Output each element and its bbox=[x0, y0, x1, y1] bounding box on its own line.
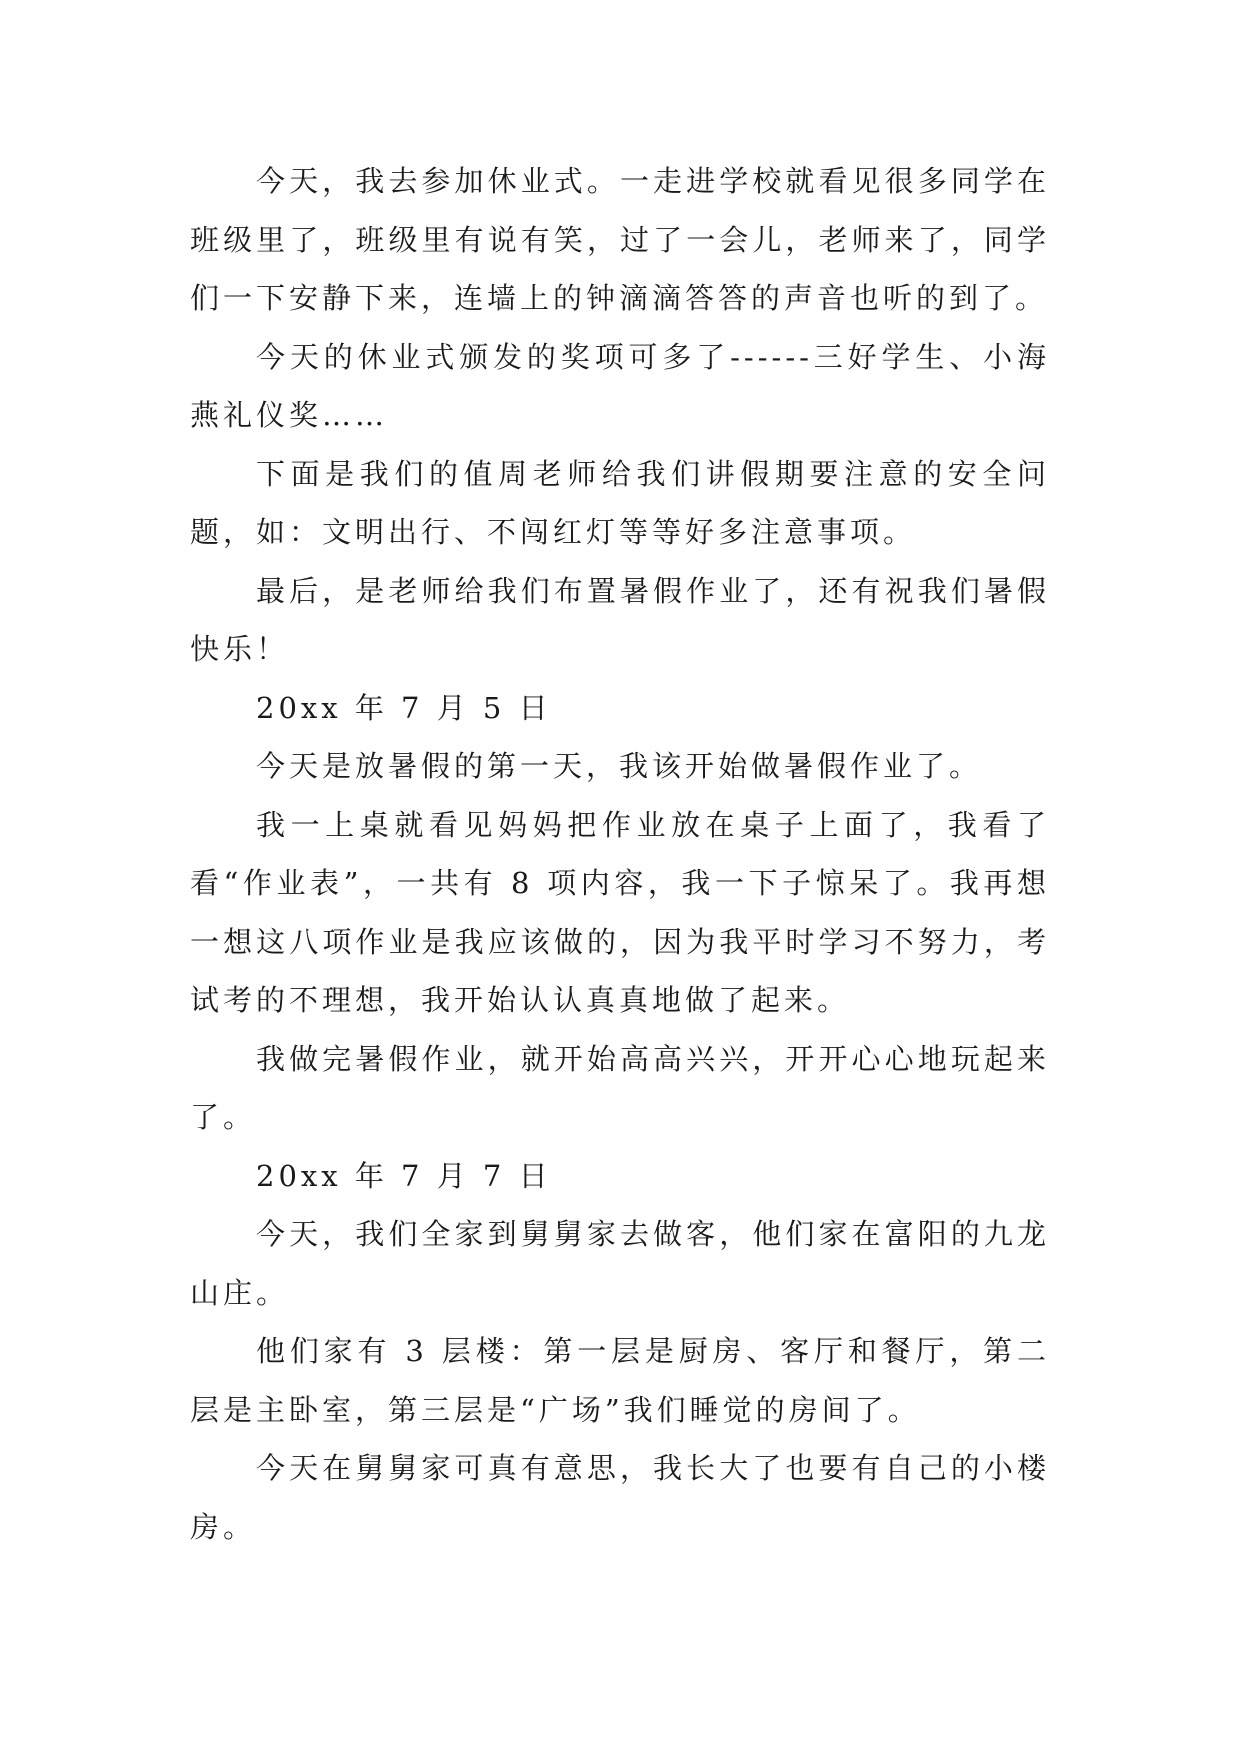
paragraph-first-day: 今天是放暑假的第一天，我该开始做暑假作业了。 bbox=[256, 749, 983, 783]
paragraph-closing-ceremony: 今天，我去参加休业式。一走进学校就看见很多同学在班级里了，班级里有说有笑，过了一会儿，老师来了，同学们一下安静下来，连墙上的钟滴滴答答的声音也听的到了。 bbox=[190, 164, 1050, 315]
paragraph-summer-homework: 最后，是老师给我们布置暑假作业了，还有祝我们暑假快乐！ bbox=[190, 573, 1050, 666]
paragraph-safety-talk: 下面是我们的值周老师给我们讲假期要注意的安全问题，如：文明出行、不闯红灯等等好多注意事项。 bbox=[190, 456, 1050, 549]
document-body bbox=[190, 152, 1050, 1556]
paragraph-visit-uncle: 今天，我们全家到舅舅家去做客，他们家在富阳的九龙山庄。 bbox=[190, 1217, 1050, 1310]
diary-date-july-7: 20xx 年 7 月 7 日 bbox=[256, 1158, 552, 1193]
diary-date-july-5: 20xx 年 7 月 5 日 bbox=[256, 690, 552, 725]
paragraph-homework-list: 我一上桌就看见妈妈把作业放在桌子上面了，我看了看“作业表”，一共有 8 项内容，我一下子惊呆了。我再想一想这八项作业是我应该做的，因为我平时学习不努力，考试考的不理想，我开始认认真真地做了起来。 bbox=[190, 807, 1050, 1017]
paragraph-finished-homework: 我做完暑假作业，就开始高高兴兴，开开心心地玩起来了。 bbox=[190, 1041, 1050, 1134]
paragraph-awards: 今天的休业式颁发的奖项可多了------三好学生、小海燕礼仪奖…… bbox=[190, 339, 1050, 432]
paragraph-closing-thought: 今天在舅舅家可真有意思，我长大了也要有自己的小楼房。 bbox=[190, 1451, 1050, 1544]
paragraph-house-floors: 他们家有 3 层楼：第一层是厨房、客厅和餐厅，第二层是主卧室，第三层是“广场”我们睡觉的房间了。 bbox=[190, 1334, 1050, 1427]
